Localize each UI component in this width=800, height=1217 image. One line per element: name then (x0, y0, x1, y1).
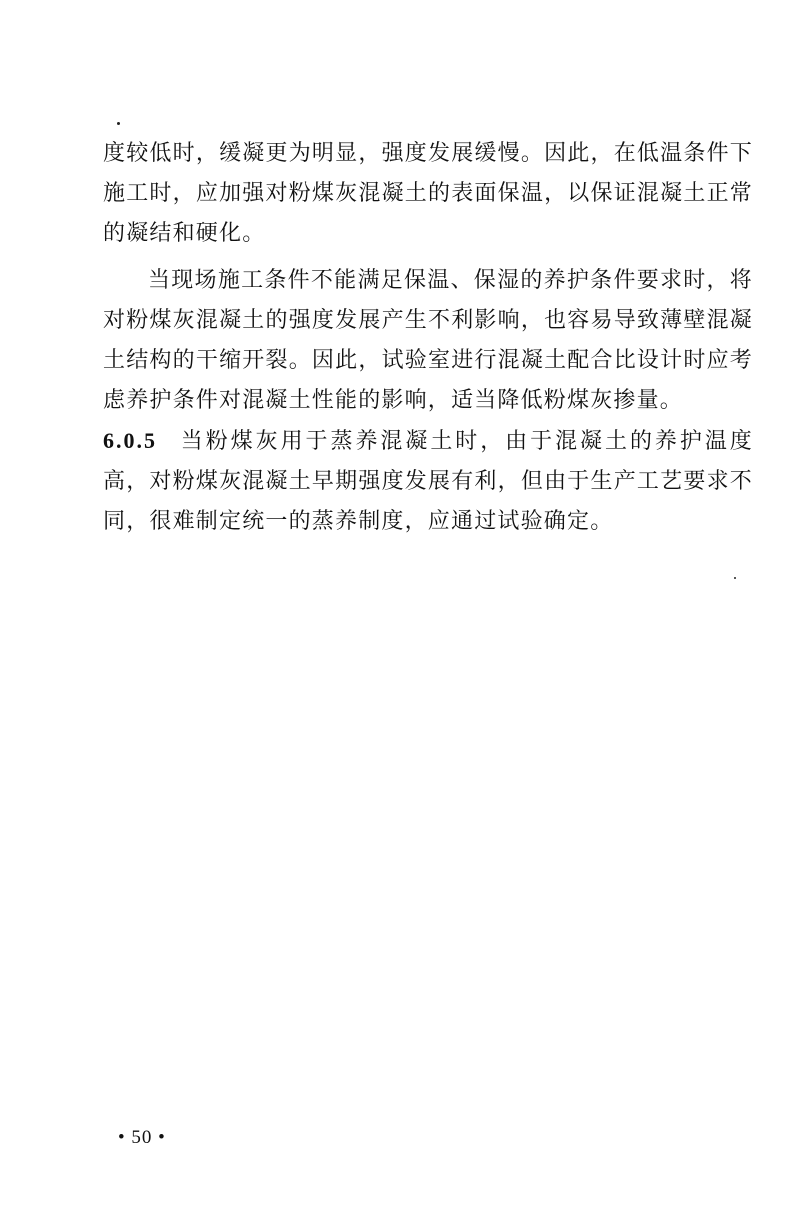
paragraph-continued (103, 134, 753, 254)
paragraph-text: 当现场施工条件不能满足保温、保湿的养护条件要求时，将对粉煤灰混凝土的强度发展产生不利影响，也容易导致薄壁混凝土结构的干缩开裂。因此，试验室进行混凝土配合比设计时应考虑养护条件对混凝土性能的影响，适当降低粉煤灰掺量。 (103, 268, 753, 413)
scan-speck (734, 577, 736, 579)
paragraph-text: 度较低时，缓凝更为明显，强度发展缓慢。因此，在低温条件下施工时，应加强对粉煤灰混凝土的表面保温，以保证混凝土正常的凝结和硬化。 (103, 141, 753, 246)
paragraph-curing-conditions (103, 261, 753, 421)
clause-number: 6.0.5 (103, 428, 157, 453)
clause-text: 当粉煤灰用于蒸养混凝土时，由于混凝土的养护温度高，对粉煤灰混凝土早期强度发展有利，但由于生产工艺要求不同，很难制定统一的蒸养制度，应通过试验确定。 (103, 429, 753, 534)
scan-speck (117, 122, 120, 125)
page-number: • 50 • (118, 1127, 166, 1148)
body-text (103, 134, 753, 542)
clause-6-0-5 (103, 421, 753, 542)
